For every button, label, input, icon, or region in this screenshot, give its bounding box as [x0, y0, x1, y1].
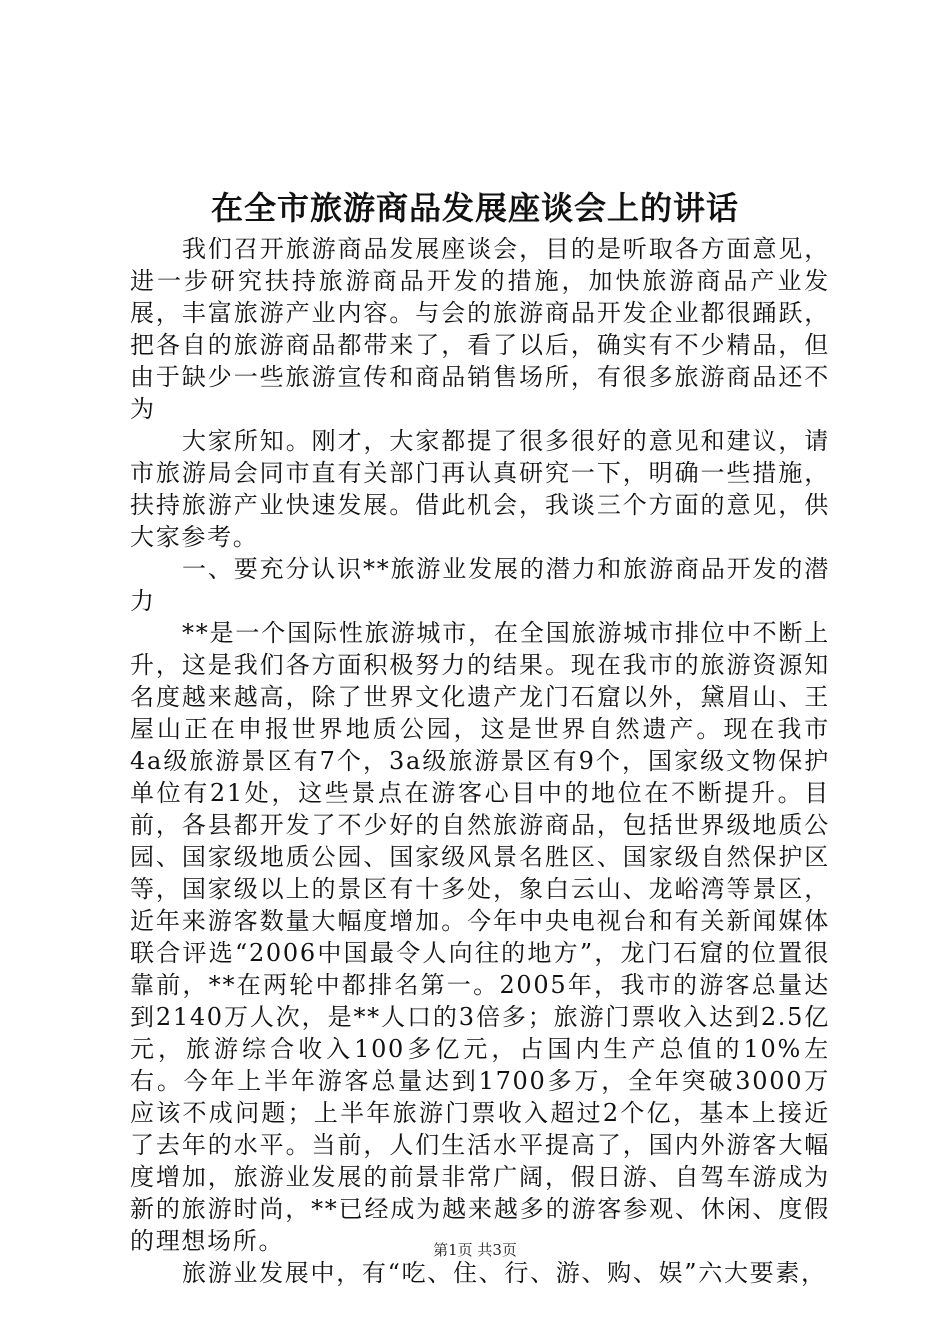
page-number: 第1页 共3页 — [433, 1241, 517, 1259]
paragraph: 我们召开旅游商品发展座谈会，目的是听取各方面意见，进一步研究扶持旅游商品开发的措施，加快旅游商品产业发展，丰富旅游产业内容。与会的旅游商品开发企业都很踊跃，把各自的旅游商品都带来了，看了以后，确实有不少精品，但由于缺少一些旅游宣传和商品销售场所，有很多旅游商品还不为 — [130, 235, 830, 423]
paragraph: 大家所知。刚才，大家都提了很多很好的意见和建议，请市旅游局会同市直有关部门再认真研究一下，明确一些措施，扶持旅游产业快速发展。借此机会，我谈三个方面的意见，供大家参考。 — [130, 427, 830, 551]
paragraph: **是一个国际性旅游城市，在全国旅游城市排位中不断上升，这是我们各方面积极努力的结果。现在我市的旅游资源知名度越来越高，除了世界文化遗产龙门石窟以外，黛眉山、王屋山正在申报世界地质公园，这是世界自然遗产。现在我市4a级旅游景区有7个，3a级旅游景区有9个，国家级文物保护单位有21处，这些景点在游客心目中的地位在不断提升。目前，各县都开发了不少好的自然旅游商品，包括世界级地质公园、国家级地质公园、国家级风景名胜区、国家级自然保护区等，国家级以上的景区有十多处，象白云山、龙峪湾等景区，近年来游客数量大幅度增加。今年中央电视台和有关新闻媒体联合评选“2006中国最令人向往的地方”，龙门石窟的位置很靠前，**在两轮中都排名第一。2005年，我市的游客总量达到2140万人次，是**人口的3倍多；旅游门票收入达到2.5亿元，旅游综合收入100多亿元，占国内生产总值的10%左右。今年上半年游客总量达到1700多万，全年突破3000万应该不成问题；上半年旅游门票收入超过2个亿，基本上接近了去年的水平。当前，人们生活水平提高了，国内外游客大幅度增加，旅游业发展的前景非常广阔，假日游、自驾车游成为新的旅游时尚，**已经成为越来越多的游客参观、休闲、度假的理想场所。 — [130, 619, 830, 1255]
document-title: 在全市旅游商品发展座谈会上的讲话 — [210, 189, 739, 227]
section-heading: 一、要充分认识**旅游业发展的潜力和旅游商品开发的潜力 — [130, 555, 830, 615]
document-body — [130, 233, 830, 1289]
paragraph: 旅游业发展中，有“吃、住、行、游、购、娱”六大要素， — [182, 1259, 827, 1287]
